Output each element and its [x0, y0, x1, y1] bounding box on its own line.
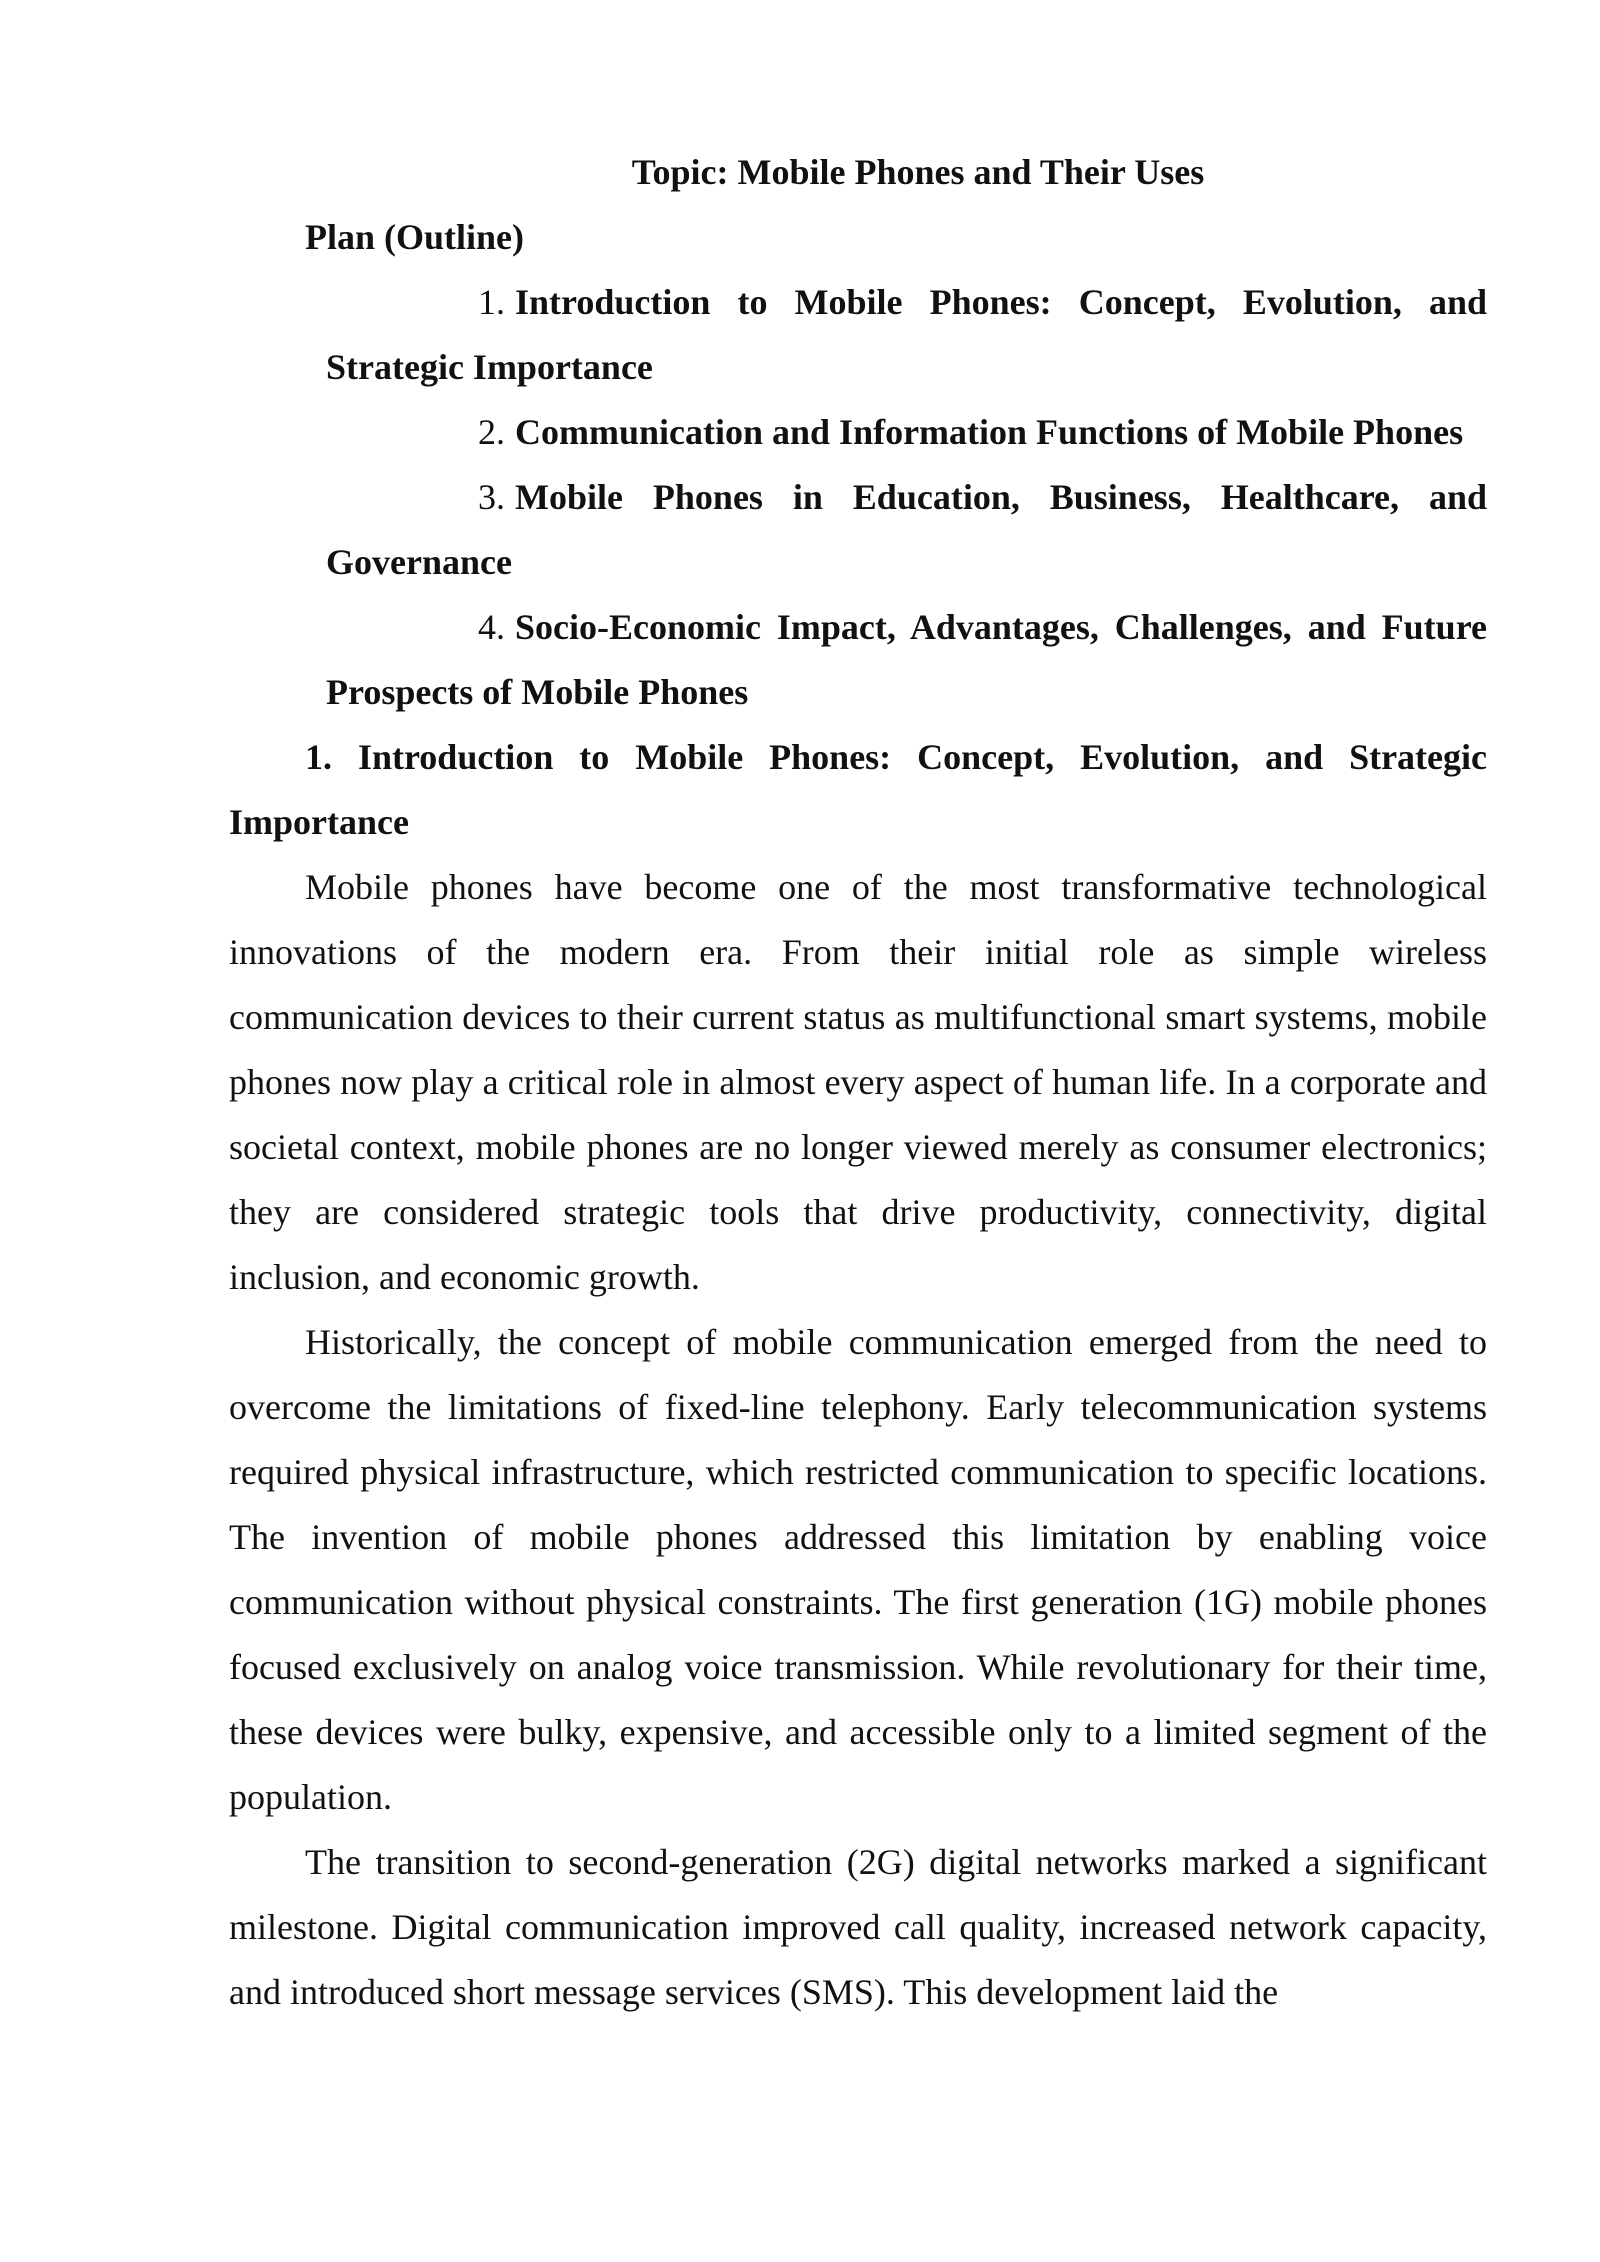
section-heading: 1. Introduction to Mobile Phones: Concept, Evolution, and Strategic Importance: [229, 737, 1487, 842]
plan-item-number: 1.: [478, 282, 505, 322]
plan-item-text: Introduction to Mobile Phones: Concept, Evolution, and Strategic Importance: [326, 282, 1487, 387]
plan-item: [326, 595, 1487, 725]
body-paragraph: Mobile phones have become one of the most transformative technological innovations of the modern era. From their initial role as simple wireless communication devices to their current status as multifunctional smart systems, mobile phones now play a critical role in almost every aspect of human life. In a corporate and societal context, mobile phones are no longer viewed merely as consumer electronics; they are considered strategic tools that drive productivity, connectivity, digital inclusion, and economic growth.: [229, 867, 1487, 1297]
plan-item-number: 3.: [478, 477, 505, 517]
document-title: Topic: Mobile Phones and Their Uses: [631, 152, 1205, 192]
plan-item-text: Mobile Phones in Education, Business, Healthcare, and Governance: [326, 477, 1487, 582]
plan-item: [326, 400, 1487, 465]
plan-heading: Plan (Outline): [305, 217, 525, 257]
body-paragraph: Historically, the concept of mobile communication emerged from the need to overcome the limitations of fixed-line telephony. Early telecommunication systems required physical infrastructure, which restricted communication to specific locations. The invention of mobile phones addressed this limitation by enabling voice communication without physical constraints. The first generation (1G) mobile phones focused exclusively on analog voice transmission. While revolutionary for their time, these devices were bulky, expensive, and accessible only to a limited segment of the population.: [229, 1322, 1487, 1817]
body-paragraph: The transition to second-generation (2G) digital networks marked a significant milestone. Digital communication improved call quality, increased network capacity, and introduced short message services (SMS). This development laid the: [229, 1842, 1487, 2012]
plan-item-number: 4.: [478, 607, 505, 647]
plan-item-text: Socio-Economic Impact, Advantages, Challenges, and Future Prospects of Mobile Phones: [326, 607, 1487, 712]
document-body: [229, 140, 1487, 2025]
plan-item: [326, 270, 1487, 400]
plan-item: [326, 465, 1487, 595]
plan-item-number: 2.: [478, 412, 505, 452]
plan-item-text: Communication and Information Functions of Mobile Phones: [515, 412, 1464, 452]
